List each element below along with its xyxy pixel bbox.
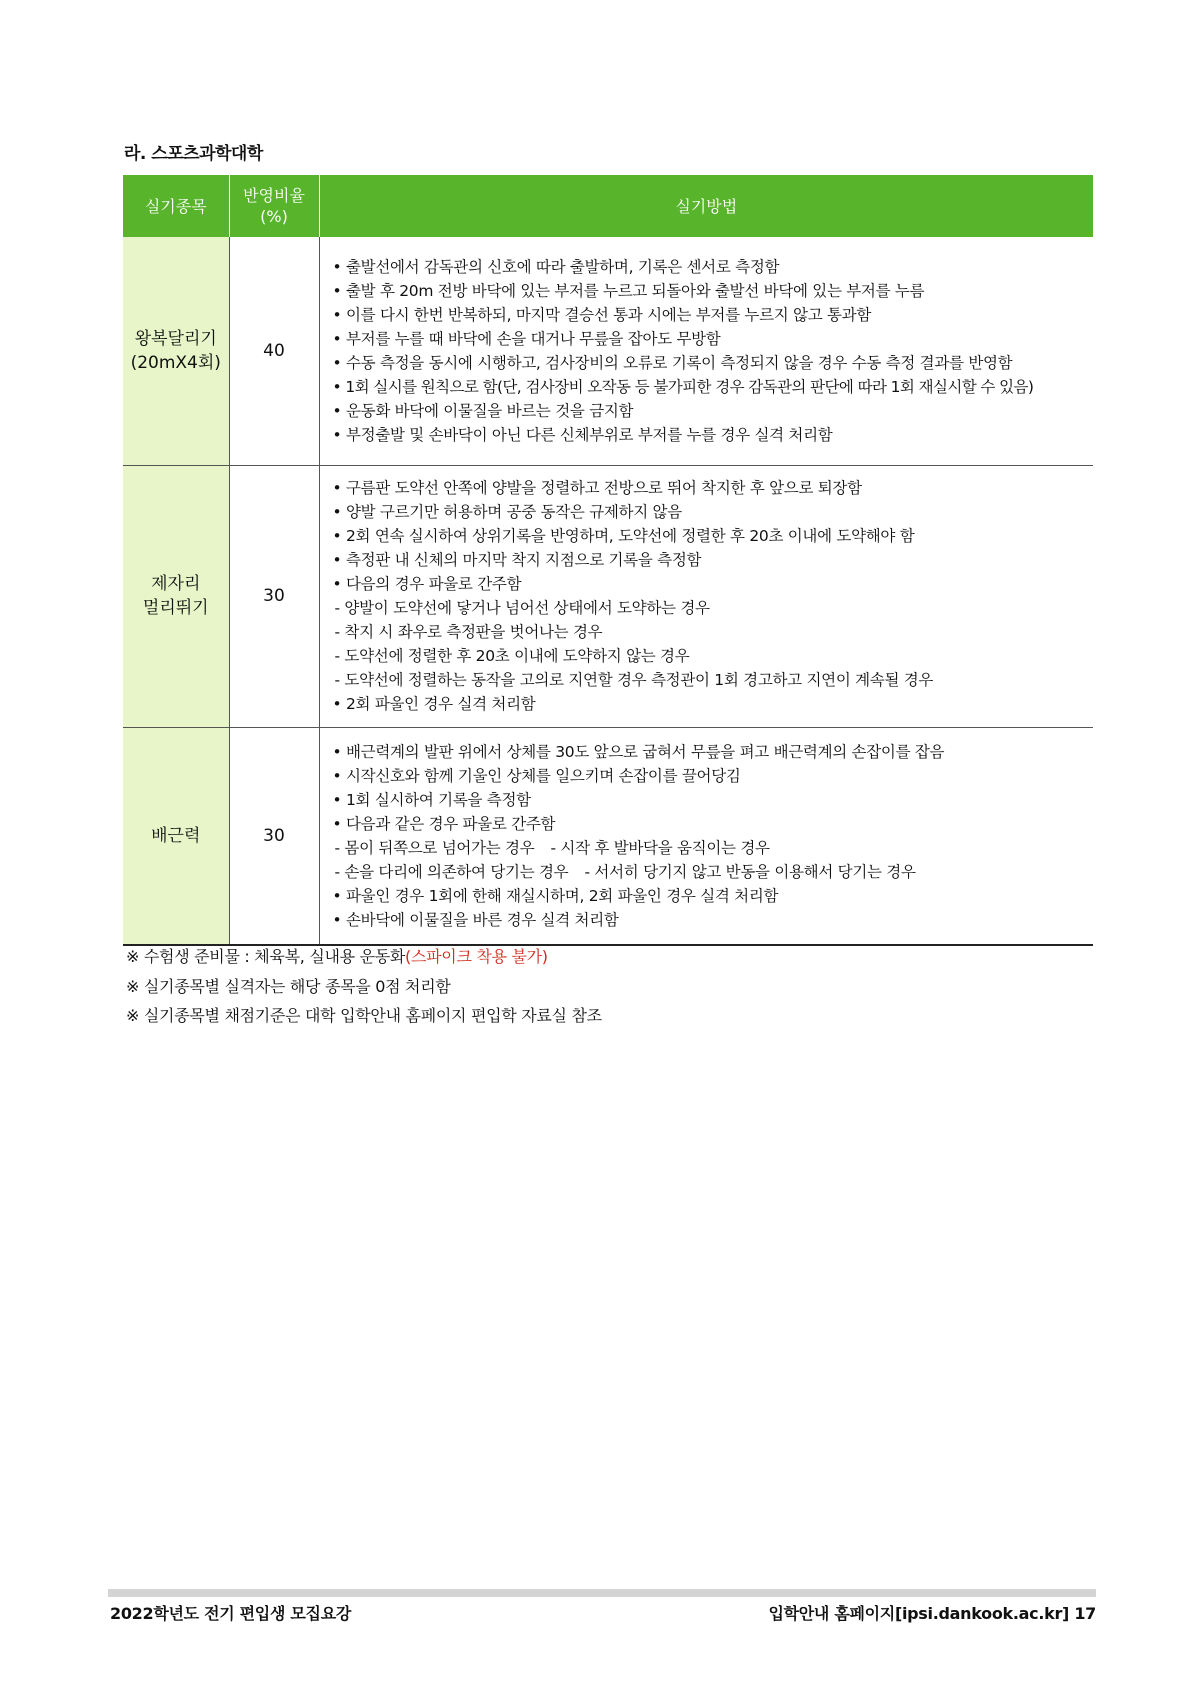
method-line: • 부정출발 및 손바닥이 아닌 다른 신체부위로 부저를 누를 경우 실격 처리함 — [332, 425, 833, 444]
method-cell — [319, 465, 1093, 727]
ratio-value: 30 — [229, 727, 319, 945]
method-subline-pair — [333, 836, 1084, 860]
table-row — [123, 465, 1093, 727]
header-item: 실기종목 — [123, 175, 229, 237]
item-name: 배근력 — [151, 825, 201, 846]
note-warning: (스파이크 착용 불가) — [405, 947, 548, 966]
item-name-cell — [123, 237, 229, 465]
method-line: • 다음과 같은 경우 파울로 간주함 — [332, 814, 556, 833]
foul-case: - 몸이 뒤쪽으로 넘어가는 경우 — [334, 838, 535, 857]
method-subline: - 착지 시 좌우로 측정판을 벗어나는 경우 — [334, 623, 603, 641]
method-line: • 1회 실시하여 기록을 측정함 — [332, 790, 531, 809]
method-line: • 시작신호와 함께 기울인 상체를 일으키며 손잡이를 끌어당김 — [332, 766, 741, 785]
exam-table — [123, 175, 1093, 946]
header-method: 실기방법 — [319, 175, 1093, 237]
footer-divider — [108, 1589, 1096, 1597]
method-line: • 파울인 경우 1회에 한해 재실시하며, 2회 파울인 경우 실격 처리함 — [332, 886, 779, 905]
method-line: • 출발선에서 감독관의 신호에 따라 출발하며, 기록은 센서로 측정함 — [332, 257, 780, 276]
method-line: • 운동화 바닥에 이물질을 바르는 것을 금지함 — [332, 401, 634, 420]
header-ratio-line1: 반영비율 — [243, 186, 305, 205]
method-cell — [319, 727, 1093, 945]
footer-title: 2022학년도 전기 편입생 모집요강 — [110, 1604, 352, 1623]
method-line: • 다음의 경우 파울로 간주함 — [332, 575, 522, 593]
item-name-cell — [123, 727, 229, 945]
section-title: 라. 스포츠과학대학 — [124, 144, 263, 164]
method-line: • 1회 실시를 원칙으로 함(단, 검사장비 오작동 등 불가피한 경우 감독관의 판단에 따라 1회 재실시할 수 있음) — [332, 377, 1034, 396]
note-text: ※ 수험생 준비물 : 체육복, 실내용 운동화 — [126, 947, 406, 966]
method-line: • 출발 후 20m 전방 바닥에 있는 부저를 누르고 되돌아와 출발선 바닥에 있는 부저를 누름 — [332, 281, 925, 300]
method-subline: - 양발이 도약선에 닿거나 넘어선 상태에서 도약하는 경우 — [334, 599, 710, 617]
method-line: • 측정판 내 신체의 마지막 착지 지점으로 기록을 측정함 — [332, 551, 702, 569]
item-name-sub: (20mX4회) — [130, 352, 221, 373]
foul-case: - 손을 다리에 의존하여 당기는 경우 — [334, 862, 569, 881]
item-name: 제자리 — [151, 574, 201, 594]
item-name-sub: 멀리뛰기 — [142, 598, 209, 618]
note-criteria: ※ 실기종목별 채점기준은 대학 입학안내 홈페이지 편입학 자료실 참조 — [126, 1006, 602, 1025]
method-line: • 부저를 누를 때 바닥에 손을 대거나 무릎을 잡아도 무방함 — [332, 329, 721, 348]
method-line: • 배근력계의 발판 위에서 상체를 30도 앞으로 굽혀서 무릎을 펴고 배근력계의 손잡이를 잡음 — [332, 742, 945, 761]
method-line: • 2회 파울인 경우 실격 처리함 — [332, 695, 536, 713]
footer-homepage-page-number: 입학안내 홈페이지[ipsi.dankook.ac.kr] 17 — [768, 1604, 1096, 1623]
foul-case: - 시작 후 발바닥을 움직이는 경우 — [550, 838, 770, 857]
method-line: • 수동 측정을 동시에 시행하고, 검사장비의 오류로 기록이 측정되지 않을 경우 수동 측정 결과를 반영함 — [332, 353, 1013, 372]
method-cell — [319, 237, 1093, 465]
method-line: • 손바닥에 이물질을 바른 경우 실격 처리함 — [332, 910, 619, 929]
ratio-value: 40 — [229, 237, 319, 465]
table-header-row — [123, 175, 1093, 237]
method-subline: - 도약선에 정렬한 후 20초 이내에 도약하지 않는 경우 — [334, 647, 690, 665]
notes — [126, 942, 602, 1031]
header-ratio-line2: (%) — [260, 207, 288, 226]
method-line: • 이를 다시 한번 반복하되, 마지막 결승선 통과 시에는 부저를 누르지 않고 통과함 — [332, 305, 872, 324]
method-line: • 2회 연속 실시하여 상위기록을 반영하며, 도약선에 정렬한 후 20초 이내에 도약해야 함 — [332, 527, 915, 545]
note-equipment — [126, 942, 602, 972]
table-row — [123, 727, 1093, 945]
table-row — [123, 237, 1093, 465]
note-disqualify: ※ 실기종목별 실격자는 해당 종목을 0점 처리함 — [126, 976, 451, 996]
ratio-value: 30 — [229, 465, 319, 727]
foul-case: - 서서히 당기지 않고 반동을 이용해서 당기는 경우 — [584, 862, 916, 881]
method-line: • 구름판 도약선 안쪽에 양발을 정렬하고 전방으로 뛰어 착지한 후 앞으로 퇴장함 — [332, 479, 862, 497]
method-subline-pair — [333, 860, 1084, 884]
item-name-cell — [123, 465, 229, 727]
item-name: 왕복달리기 — [134, 328, 217, 349]
method-line: • 양발 구르기만 허용하며 공중 동작은 규제하지 않음 — [332, 503, 682, 521]
header-ratio — [229, 175, 319, 237]
method-subline: - 도약선에 정렬하는 동작을 고의로 지연할 경우 측정관이 1회 경고하고 지연이 계속될 경우 — [334, 671, 934, 689]
